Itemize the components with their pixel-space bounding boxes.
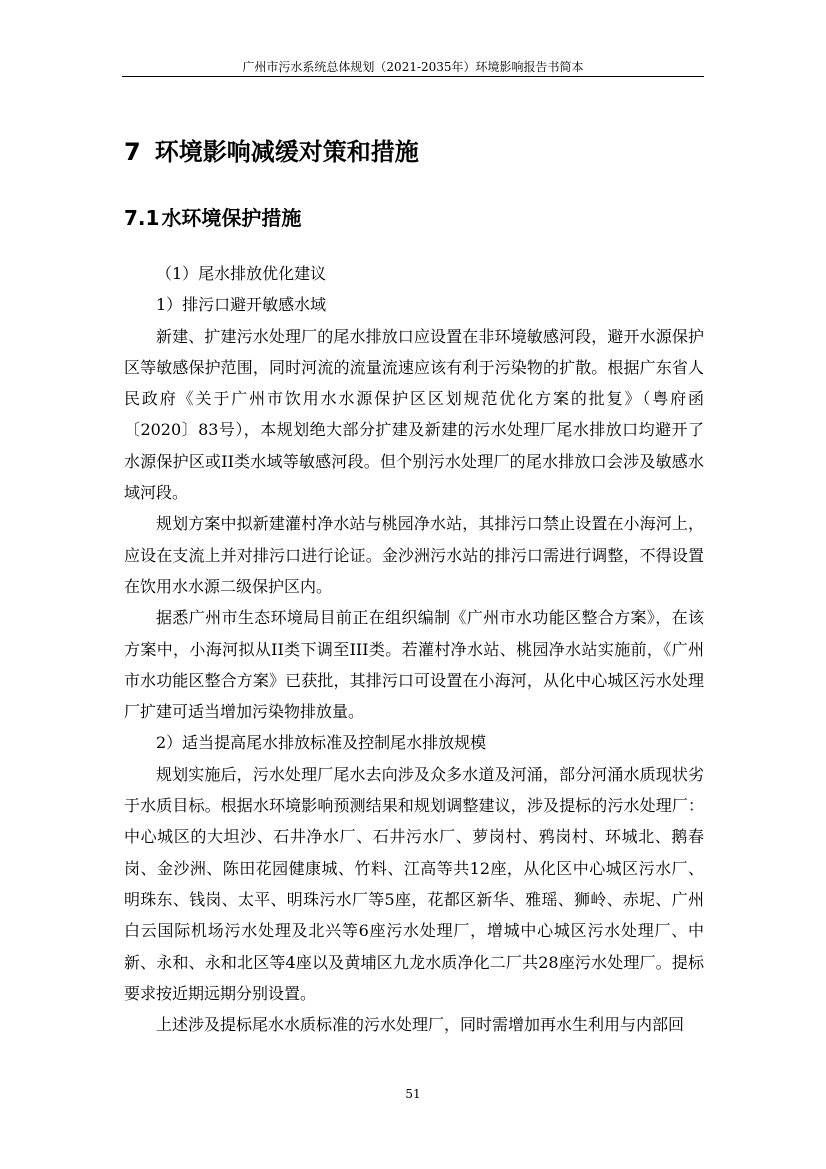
paragraph: 据悉广州市生态环境局目前正在组织编制《广州市水功能区整合方案》，在该方案中，小海河拟从II类下调至III类。若灌村净水站、桃园净水站实施前，《广州市水功能区整合方案》已获批，其排污口可设置在小海河，从化中心城区污水处理厂扩建可适当增加污染物排放量。 — [124, 608, 704, 722]
subheading-raise-discharge-standard: 2）适当提高尾水排放标准及控制尾水排放规模 — [156, 733, 487, 753]
section-title — [124, 204, 301, 232]
chapter-number: 7 — [124, 138, 141, 166]
body-text — [124, 258, 704, 1040]
subheading-tailwater-optimization: （1）尾水排放优化建议 — [156, 264, 327, 283]
paragraph: 新建、扩建污水处理厂的尾水排放口应设置在非环境敏感河段，避开水源保护区等敏感保护范围，同时河流的流量流速应该有利于污染物的扩散。根据广东省人民政府《关于广州市饮用水水源保护区区划规范优化方案的批复》（粤府函〔2020〕83号），本规划绝大部分扩建及新建的污水处理厂尾水排放口均避开了水源保护区或II类水域等敏感河段。但个别污水处理厂的尾水排放口会涉及敏感水域河段。 — [124, 326, 704, 503]
paragraph: 规划实施后，污水处理厂尾水去向涉及众多水道及河涌，部分河涌水质现状劣于水质目标。根据水环境影响预测结果和规划调整建议，涉及提标的污水处理厂：中心城区的大坦沙、石井净水厂、石井污水厂、萝岗村、鸦岗村、环城北、鹅春岗、金沙洲、陈田花园健康城、竹料、江高等共12座，从化区中心城区污水厂、明珠东、钱岗、太平、明珠污水厂等5座，花都区新华、雅瑶、狮岭、赤坭、广州白云国际机场污水处理及北兴等6座污水处理厂，增城中心城区污水处理厂、中新、永和、永和北区等4座以及黄埔区九龙水质净化二厂共28座污水处理厂。提标要求按近期远期分别设置。 — [124, 764, 704, 1003]
running-header: 广州市污水系统总体规划（2021-2035年）环境影响报告书简本 — [242, 60, 584, 74]
section-title-text: 水环境保护措施 — [161, 206, 302, 230]
paragraph: 上述涉及提标尾水水质标准的污水处理厂，同时需增加再水生利用与内部回 — [156, 1015, 685, 1035]
chapter-title — [124, 136, 419, 168]
paragraph: 规划方案中拟新建灌村净水站与桃园净水站，其排污口禁止设置在小海河上，应设在支流上并对排污口进行论证。金沙洲污水站的排污口需进行调整，不得设置在饮用水水源二级保护区内。 — [124, 514, 704, 596]
chapter-title-text: 环境影响减缓对策和措施 — [154, 138, 419, 166]
header-divider — [122, 76, 704, 77]
page-number: 51 — [405, 1087, 421, 1101]
section-number: 7.1 — [124, 206, 160, 230]
subheading-outfall-avoid-sensitive: 1）排污口避开敏感水域 — [156, 295, 327, 315]
